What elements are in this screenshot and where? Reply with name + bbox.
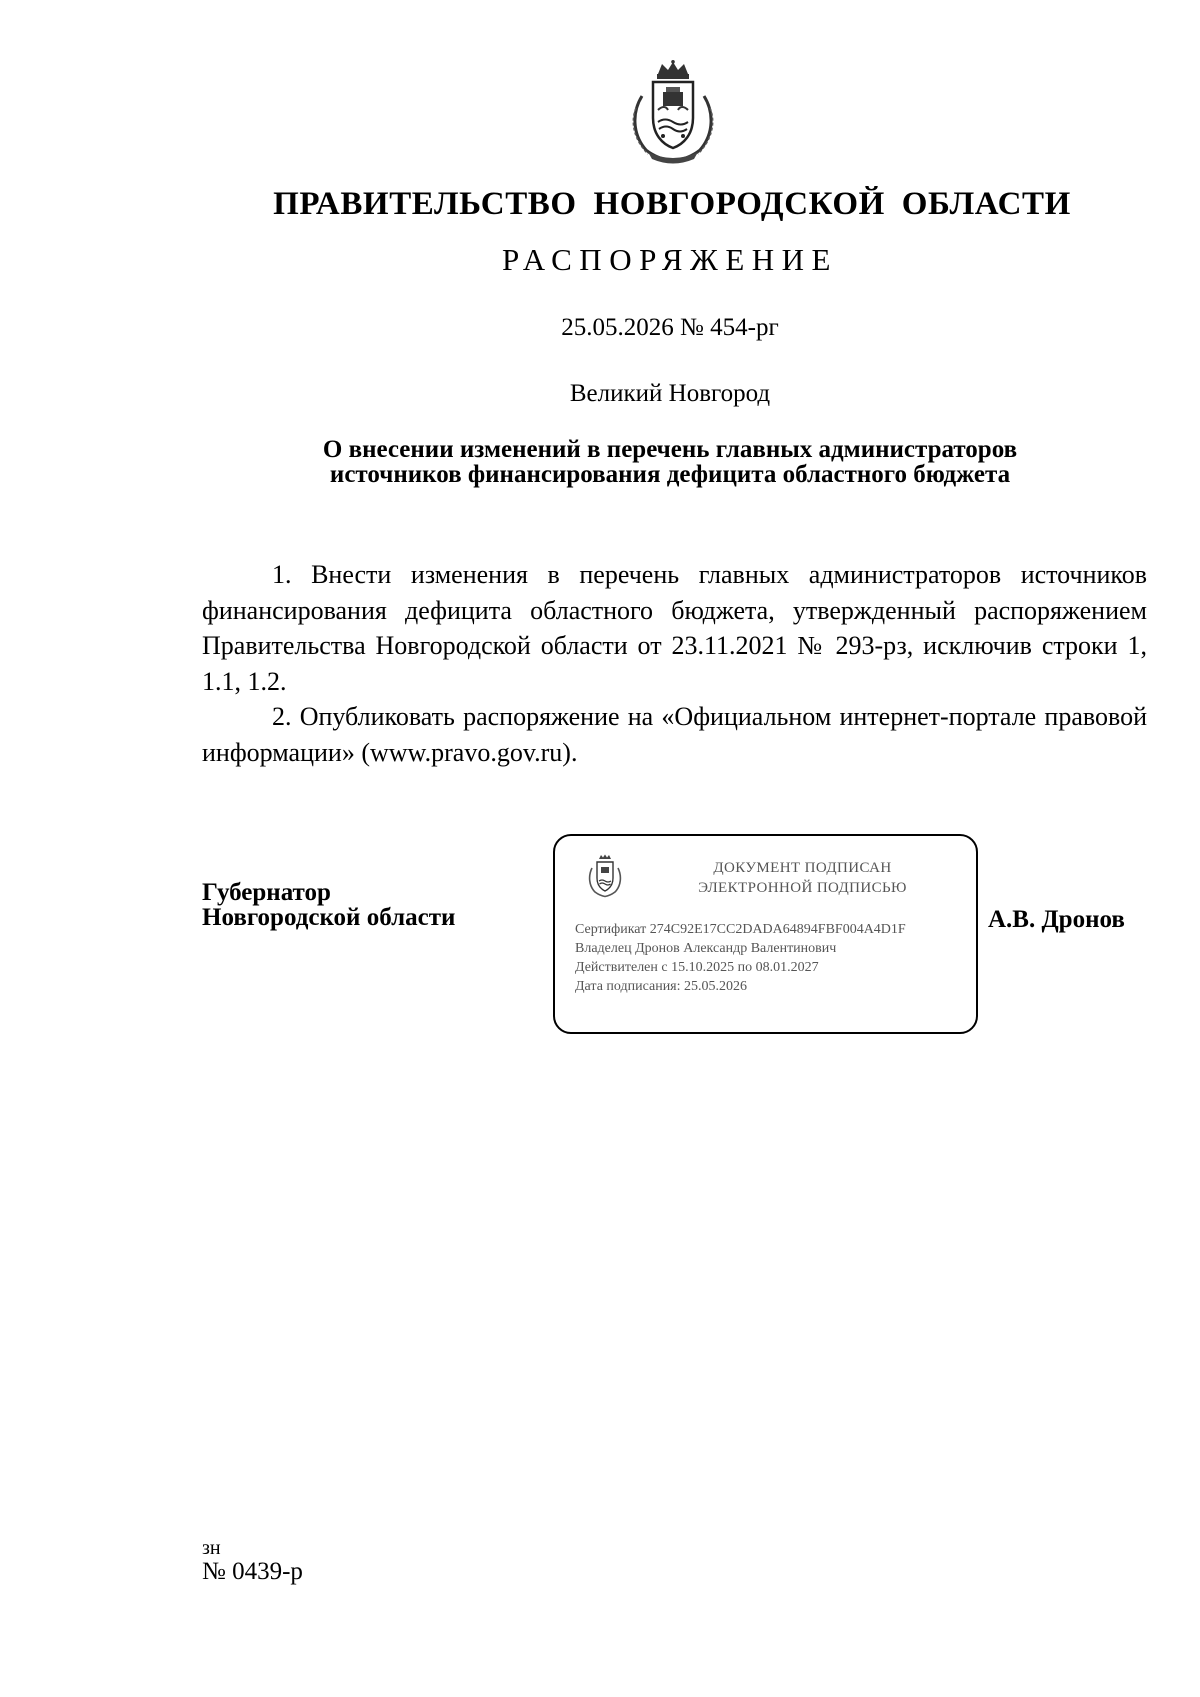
signer-name: А.В. Дронов — [988, 906, 1125, 933]
document-date-number: 25.05.2026 № 454-рг — [561, 314, 779, 341]
body-paragraph-1: 1. Внести изменения в перечень главных администраторов источников финансирования дефицита областного бюджета, утвержденный распоряжением Правительства Новгородской области от 23.11.2021 № 293-рз, исключив строки 1, 1.1, 1.2. — [202, 560, 1147, 696]
subject-line-1: О внесении изменений в перечень главных администраторов — [322, 436, 1018, 463]
body-paragraph-2: 2. Опубликовать распоряжение на «Официальном интернет-портале правовой информации» (www.pravo.gov.ru). — [202, 702, 1147, 767]
organization-title: ПРАВИТЕЛЬСТВО НОВГОРОДСКОЙ ОБЛАСТИ — [273, 186, 1071, 222]
subject-line-2: источников финансирования дефицита областного бюджета — [329, 461, 1011, 488]
document-subject — [0, 437, 1200, 487]
registration-code: зн — [202, 1537, 221, 1559]
registration-number: № 0439-р — [202, 1558, 303, 1585]
document-place: Великий Новгород — [569, 380, 771, 407]
stamp-heading-line-1: ДОКУМЕНТ ПОДПИСАН — [713, 860, 892, 876]
registration-info — [202, 1537, 303, 1583]
stamp-sign-date: Дата подписания: 25.05.2026 — [575, 979, 748, 994]
document-type: РАСПОРЯЖЕНИЕ — [502, 242, 838, 277]
stamp-validity: Действителен с 15.10.2025 по 08.01.2027 — [575, 960, 819, 975]
coat-of-arms-icon — [628, 60, 718, 164]
signer-position — [202, 880, 455, 930]
signer-position-line-2: Новгородской области — [202, 904, 456, 931]
stamp-details — [575, 920, 975, 996]
signer-position-line-1: Губернатор — [202, 879, 331, 906]
stamp-coat-of-arms-icon — [587, 854, 623, 898]
stamp-certificate: Сертификат 274C92E17CC2DADA64894FBF004A4D1F — [575, 922, 906, 937]
stamp-owner: Владелец Дронов Александр Валентинович — [575, 941, 837, 956]
stamp-heading-line-2: ЭЛЕКТРОННОЙ ПОДПИСЬЮ — [698, 880, 907, 896]
electronic-signature-stamp — [553, 834, 978, 1034]
stamp-heading — [645, 858, 960, 898]
document-body — [202, 557, 1147, 770]
